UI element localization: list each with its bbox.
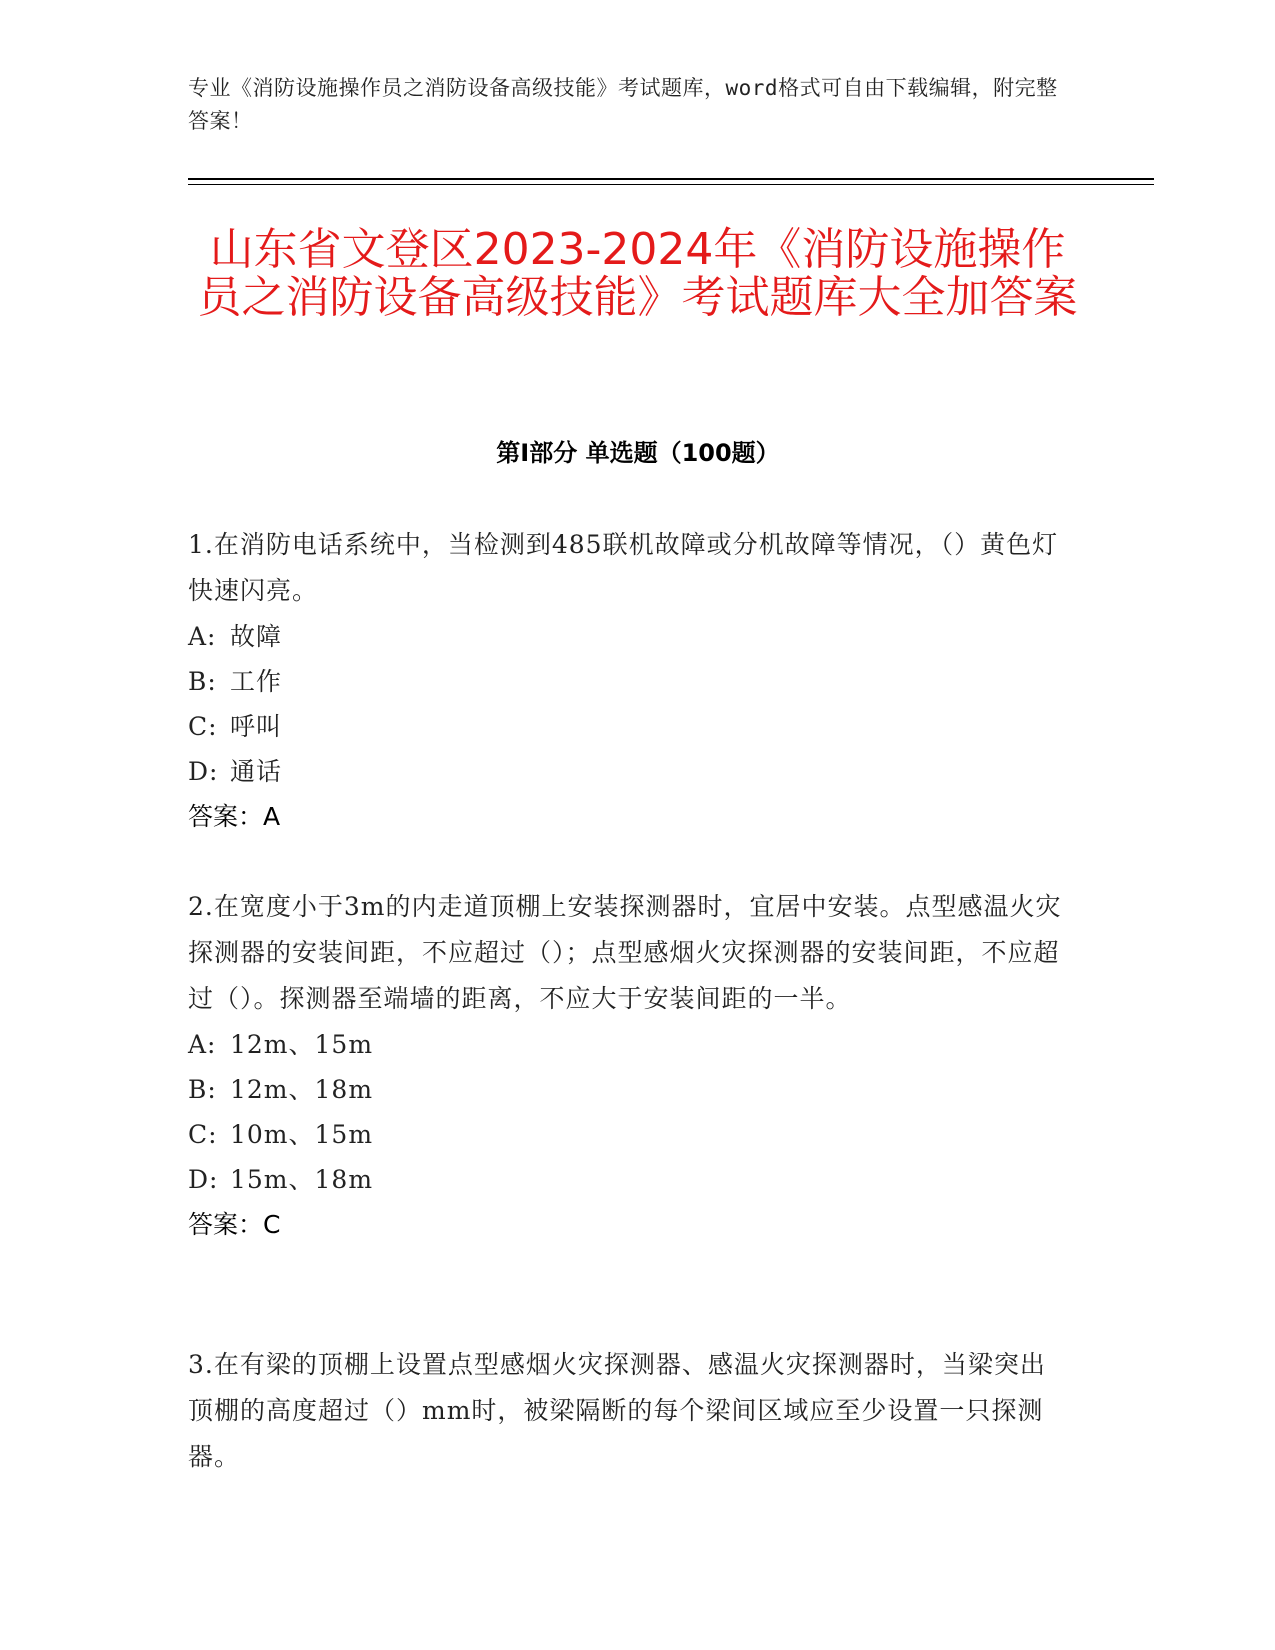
option-text: 工作 [230,667,283,696]
option-key: C: [188,712,218,741]
question-2 [188,884,1068,1248]
option-key: B: [188,1075,217,1104]
option-d [188,749,1068,794]
option-key: C: [188,1120,218,1149]
option-c [188,704,1068,749]
option-a [188,614,1068,659]
option-key: D: [188,757,219,786]
question-3 [188,1342,1068,1480]
header-rule-thick [188,178,1154,180]
option-text: 10m、15m [230,1120,374,1149]
option-text: 15m、18m [230,1165,374,1194]
option-text: 12m、18m [230,1075,374,1104]
option-text: 呼叫 [230,712,283,741]
question-stem: 3.在有梁的顶棚上设置点型感烟火灾探测器、感温火灾探测器时，当梁突出顶棚的高度超过（）mm时，被梁隔断的每个梁间区域应至少设置一只探测器。 [188,1350,1046,1471]
option-b [188,1067,1068,1112]
option-text: 故障 [230,622,283,651]
option-a [188,1022,1068,1067]
question-1 [188,522,1068,840]
option-b [188,659,1068,704]
option-text: 12m、15m [230,1030,374,1059]
question-stem: 2.在宽度小于3m的内走道顶棚上安装探测器时，宜居中安装。点型感温火灾探测器的安装间距，不应超过（）；点型感烟火灾探测器的安装间距，不应超过（）。探测器至端墙的距离，不应大于安装间距的一半。 [188,892,1062,1013]
option-d [188,1157,1068,1202]
option-text: 通话 [230,757,283,786]
option-key: A: [188,622,217,651]
option-key: B: [188,667,217,696]
document-title: 山东省文登区2023-2024年《消防设施操作员之消防设备高级技能》考试题库大全加答案 [197,224,1078,323]
option-key: A: [188,1030,217,1059]
header-rule-thin [188,184,1154,185]
answer-line: 答案：A [188,802,281,831]
question-stem: 1.在消防电话系统中，当检测到485联机故障或分机故障等情况，（）黄色灯快速闪亮。 [188,530,1059,605]
option-key: D: [188,1165,219,1194]
option-c [188,1112,1068,1157]
answer-line: 答案：C [188,1210,281,1239]
header-note: 专业《消防设施操作员之消防设备高级技能》考试题库，word格式可自由下载编辑，附完整答案！ [188,76,1058,133]
section-heading: 第I部分 单选题（100题） [496,439,780,467]
